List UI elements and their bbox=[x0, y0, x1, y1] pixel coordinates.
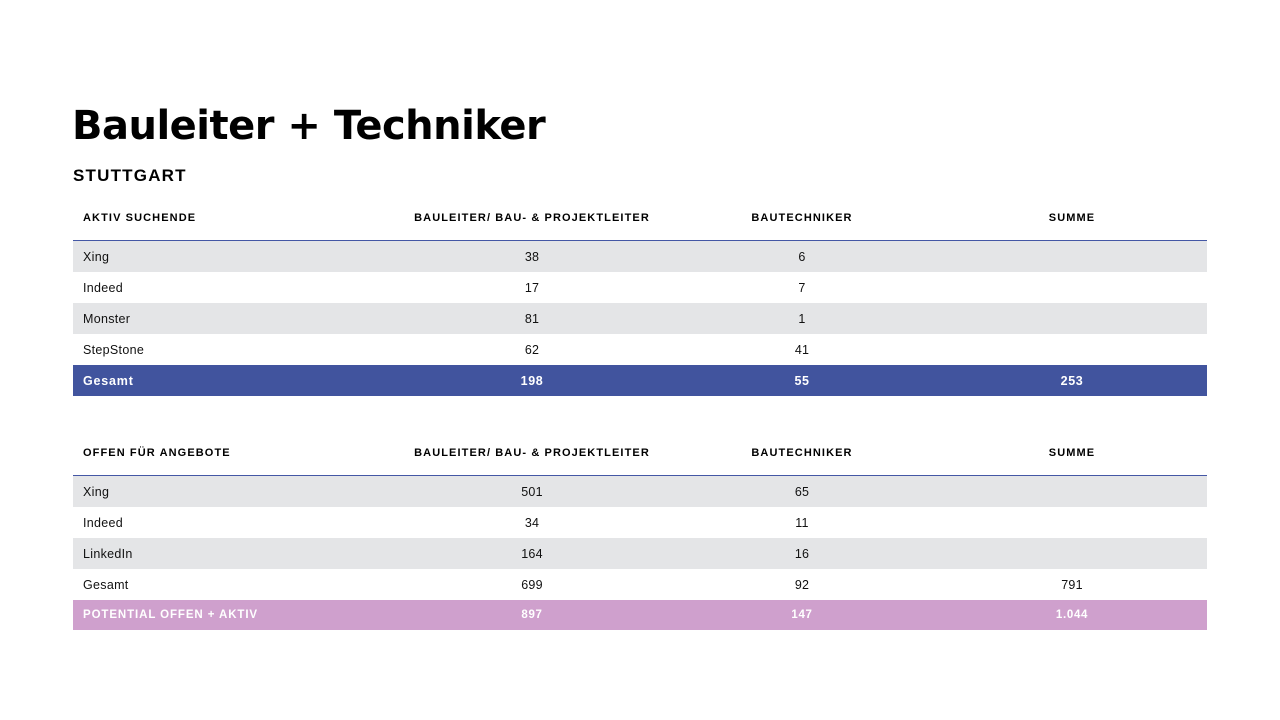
cell-total-bautechniker: 147 bbox=[667, 600, 937, 630]
table-row bbox=[73, 507, 1207, 538]
table-row bbox=[73, 538, 1207, 569]
cell-bautechniker: 6 bbox=[667, 241, 937, 273]
cell-bauleiter: 34 bbox=[397, 507, 667, 538]
cell-bautechniker: 41 bbox=[667, 334, 937, 365]
cell-label: StepStone bbox=[73, 334, 397, 365]
table-row bbox=[73, 334, 1207, 365]
data-table bbox=[73, 447, 1207, 630]
cell-bautechniker: 92 bbox=[667, 569, 937, 600]
page-title: Bauleiter + Techniker bbox=[72, 103, 546, 149]
cell-bautechniker: 65 bbox=[667, 476, 937, 508]
table-header-row bbox=[73, 447, 1207, 475]
cell-label: Indeed bbox=[73, 272, 397, 303]
cell-bauleiter: 81 bbox=[397, 303, 667, 334]
cell-bauleiter: 17 bbox=[397, 272, 667, 303]
cell-bauleiter: 38 bbox=[397, 241, 667, 273]
cell-label: Indeed bbox=[73, 507, 397, 538]
cell-summe bbox=[937, 272, 1207, 303]
cell-summe bbox=[937, 476, 1207, 508]
cell-total-bautechniker: 55 bbox=[667, 365, 937, 396]
table-row bbox=[73, 272, 1207, 303]
cell-total-label: Gesamt bbox=[73, 365, 397, 396]
column-header-bautechniker: BAUTECHNIKER bbox=[751, 447, 853, 459]
column-header-bautechniker: BAUTECHNIKER bbox=[751, 212, 853, 224]
column-header-bauleiter: BAULEITER/ BAU- & PROJEKTLEITER bbox=[414, 447, 650, 459]
cell-bauleiter: 501 bbox=[397, 476, 667, 508]
column-header-category: OFFEN FÜR ANGEBOTE bbox=[83, 447, 231, 459]
cell-bautechniker: 7 bbox=[667, 272, 937, 303]
cell-summe bbox=[937, 334, 1207, 365]
cell-bautechniker: 11 bbox=[667, 507, 937, 538]
cell-summe bbox=[937, 303, 1207, 334]
cell-bauleiter: 699 bbox=[397, 569, 667, 600]
table-offen-fuer-angebote bbox=[73, 447, 1207, 630]
cell-total-bauleiter: 198 bbox=[397, 365, 667, 396]
cell-label: Gesamt bbox=[73, 569, 397, 600]
data-table bbox=[73, 212, 1207, 396]
table-aktiv-suchende bbox=[73, 212, 1207, 396]
table-total-row bbox=[73, 600, 1207, 630]
cell-summe bbox=[937, 538, 1207, 569]
table-row bbox=[73, 569, 1207, 600]
table-header-row bbox=[73, 212, 1207, 240]
cell-summe bbox=[937, 241, 1207, 273]
cell-label: Monster bbox=[73, 303, 397, 334]
page-subtitle: STUTTGART bbox=[73, 166, 187, 185]
cell-summe: 791 bbox=[937, 569, 1207, 600]
table-row bbox=[73, 241, 1207, 273]
cell-label: Xing bbox=[73, 476, 397, 508]
cell-total-summe: 1.044 bbox=[937, 600, 1207, 630]
cell-bauleiter: 62 bbox=[397, 334, 667, 365]
cell-label: LinkedIn bbox=[73, 538, 397, 569]
cell-summe bbox=[937, 507, 1207, 538]
cell-bauleiter: 164 bbox=[397, 538, 667, 569]
column-header-category: AKTIV SUCHENDE bbox=[83, 212, 197, 224]
cell-total-bauleiter: 897 bbox=[397, 600, 667, 630]
cell-label: Xing bbox=[73, 241, 397, 273]
table-total-row bbox=[73, 365, 1207, 396]
table-row bbox=[73, 303, 1207, 334]
column-header-bauleiter: BAULEITER/ BAU- & PROJEKTLEITER bbox=[414, 212, 650, 224]
cell-total-label: POTENTIAL OFFEN + AKTIV bbox=[73, 600, 397, 630]
cell-total-summe: 253 bbox=[937, 365, 1207, 396]
cell-bautechniker: 16 bbox=[667, 538, 937, 569]
column-header-summe: SUMME bbox=[1048, 447, 1096, 459]
column-header-summe: SUMME bbox=[1048, 212, 1096, 224]
cell-bautechniker: 1 bbox=[667, 303, 937, 334]
table-row bbox=[73, 476, 1207, 508]
